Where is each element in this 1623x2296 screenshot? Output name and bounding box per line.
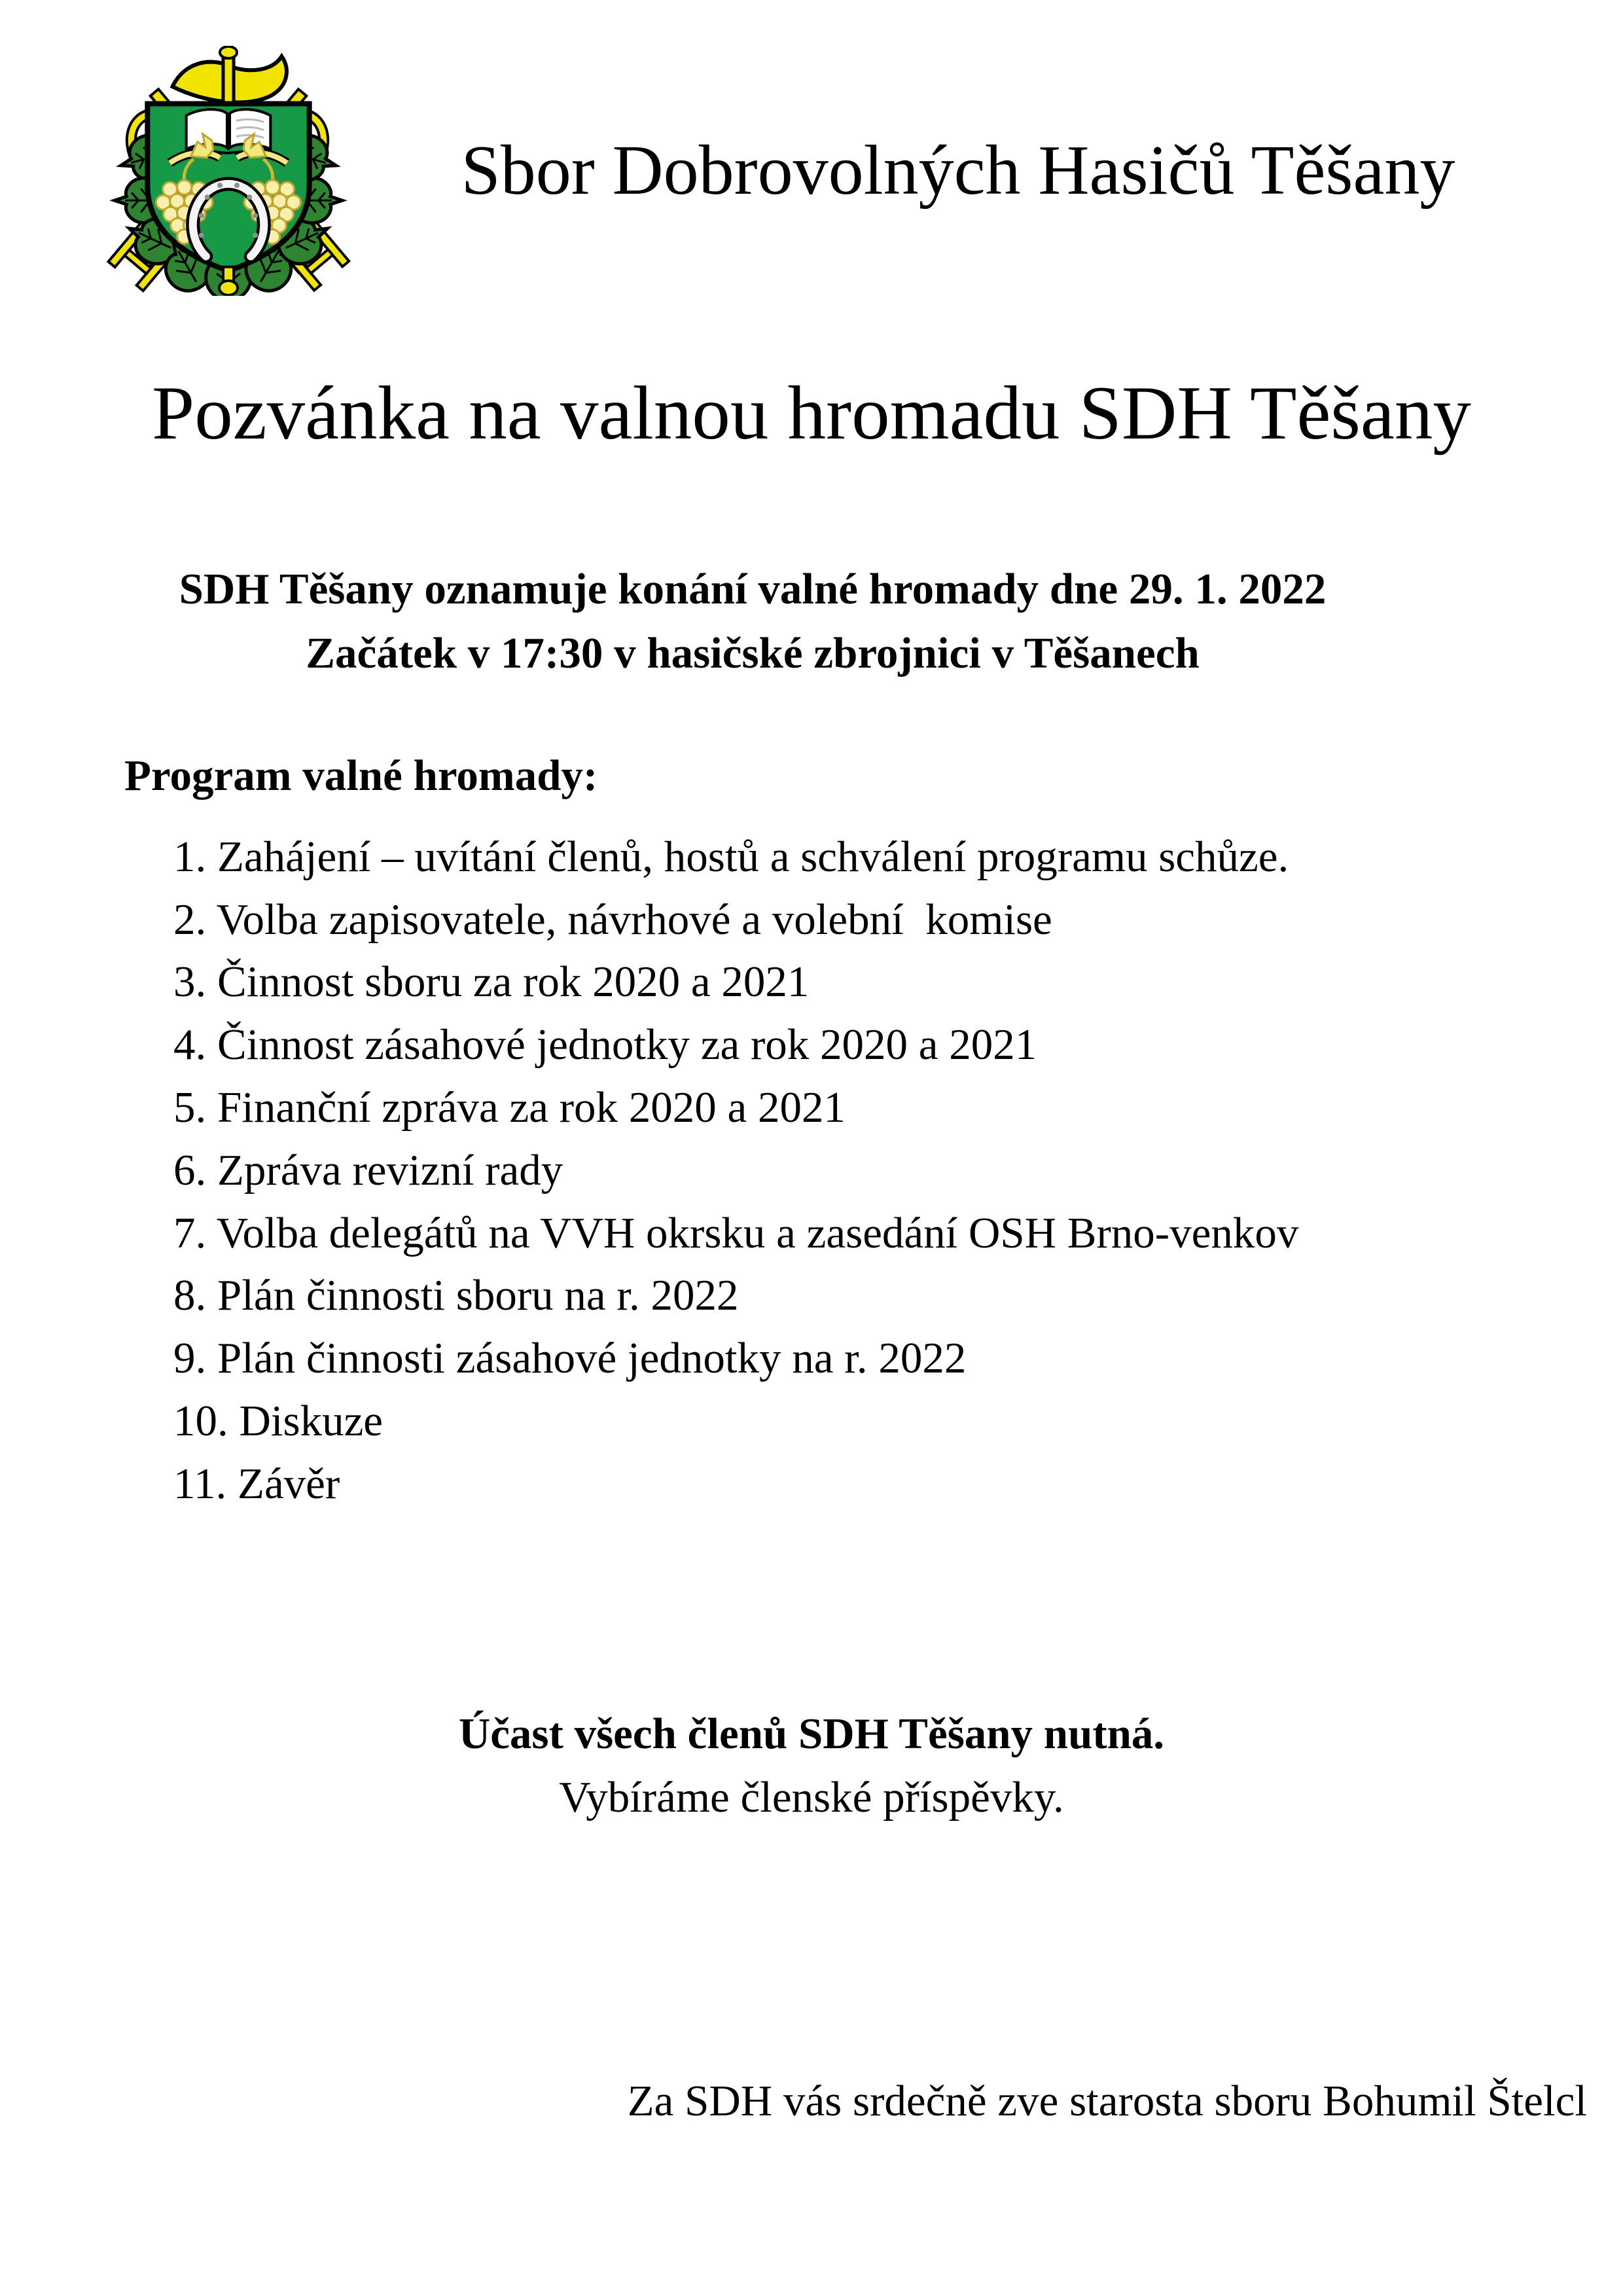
fire-brigade-coat-of-arms-icon: [105, 46, 352, 296]
program-item: 5. Finanční zpráva za rok 2020 a 2021: [173, 1083, 846, 1132]
program-item: 1. Zahájení – uvítání členů, hostů a schválení programu schůze.: [173, 832, 1289, 881]
page-title: Pozvánka na valnou hromadu SDH Těšany: [152, 371, 1471, 456]
meeting-time-place-line: Začátek v 17:30 v hasičské zbrojnici v Těšanech: [306, 628, 1200, 677]
program-list: [173, 826, 1544, 1516]
organization-name: Sbor Dobrovolných Hasičů Těšany: [461, 132, 1455, 210]
program-item: 10. Diskuze: [173, 1396, 383, 1445]
program-heading: Program valné hromady:: [124, 751, 598, 800]
meeting-announcement: [0, 558, 1505, 685]
program-item: 11. Závěr: [173, 1459, 340, 1508]
program-item: 8. Plán činnosti sboru na r. 2022: [173, 1271, 739, 1320]
program-item: 3. Činnost sboru za rok 2020 a 2021: [173, 958, 810, 1007]
program-item: 6. Zpráva revizní rady: [173, 1145, 563, 1194]
document-header: [0, 0, 1623, 296]
closing-signature: Za SDH vás srdečně zve starosta sboru Bohumil Štelcl: [627, 2076, 1587, 2125]
program-item: 7. Volba delegátů na VVH okrsku a zasedání OSH Brno-venkov: [173, 1208, 1299, 1257]
program-item: 4. Činnost zásahové jednotky za rok 2020 a 2021: [173, 1020, 1037, 1069]
attendance-notice-block: [0, 1702, 1623, 1829]
attendance-notice: Účast všech členů SDH Těšany nutná.: [458, 1709, 1165, 1758]
program-item: 2. Volba zapisovatele, návrhové a volební komise: [173, 895, 1052, 944]
meeting-date-line: SDH Těšany oznamuje konání valné hromady dne 29. 1. 2022: [179, 565, 1327, 614]
program-item: 9. Plán činnosti zásahové jednotky na r. 2022: [173, 1334, 967, 1383]
fees-notice: Vybíráme členské příspěvky.: [559, 1772, 1064, 1821]
